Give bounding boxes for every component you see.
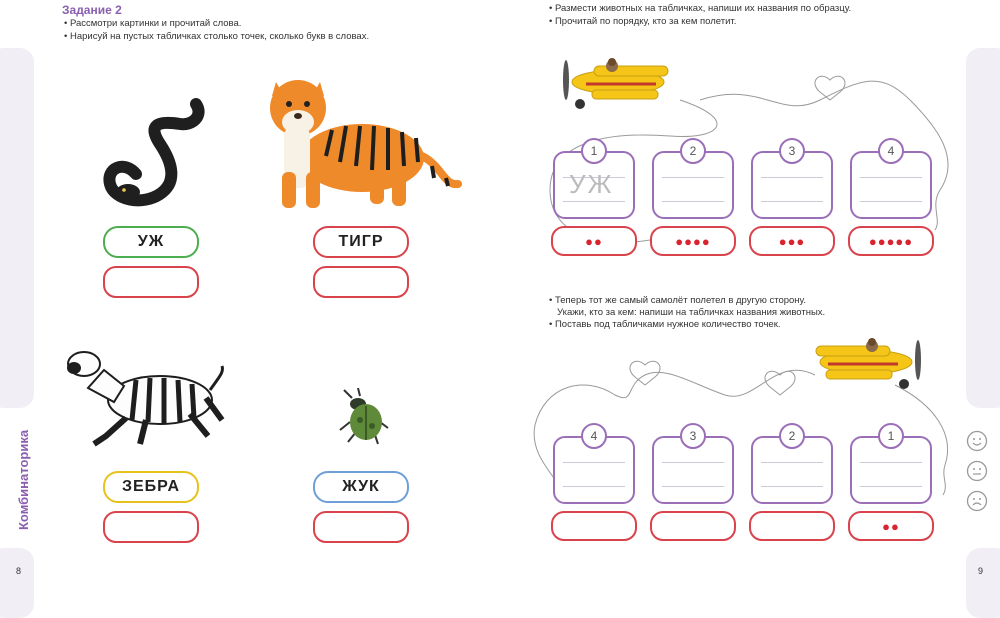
zebra-illustration [66, 340, 226, 450]
dots-pill-2[interactable] [650, 226, 736, 256]
dots-4: ●●●●● [868, 233, 914, 249]
airplane-top [556, 46, 676, 116]
dots-pill-b4[interactable] [551, 511, 637, 541]
seat-number-3: 3 [779, 138, 805, 164]
word-pill-zebra: ЗЕБРА [103, 471, 199, 503]
dots-pill-4[interactable] [848, 226, 934, 256]
task-title: Задание 2 [62, 3, 122, 17]
right-instruction-2: • Прочитай по порядку, кто за кем полетит. [549, 16, 737, 27]
tiger-illustration [262, 66, 462, 216]
answer-pill-tigr[interactable] [313, 266, 409, 298]
smiley-happy-icon[interactable] [966, 430, 988, 452]
answer-pill-zebra[interactable] [103, 511, 199, 543]
answer-pill-uzh[interactable] [103, 266, 199, 298]
dots-pill-3[interactable] [749, 226, 835, 256]
seat-number-4: 4 [878, 138, 904, 164]
right-instruction-4: Укажи, кто за кем: напиши на табличках названия животных. [557, 307, 826, 318]
word-pill-uzh: УЖ [103, 226, 199, 258]
dots-pill-b2[interactable] [749, 511, 835, 541]
seat-number-1: 1 [581, 138, 607, 164]
right-side-tab [966, 48, 1000, 408]
page-number-left: 8 [16, 566, 22, 576]
smiley-sad-icon[interactable] [966, 490, 988, 512]
sample-word: УЖ [569, 169, 614, 199]
left-side-tab-bottom [0, 548, 34, 618]
seat-number-b4: 4 [581, 423, 607, 449]
seat-number-b3: 3 [680, 423, 706, 449]
beetle-illustration [334, 388, 394, 448]
dots-pill-1[interactable] [551, 226, 637, 256]
right-instruction-3: • Теперь тот же самый самолёт полетел в другую сторону. [549, 295, 806, 306]
left-side-tab [0, 48, 34, 408]
word-pill-tigr: ТИГР [313, 226, 409, 258]
side-label: Комбинаторика [16, 429, 31, 530]
right-side-tab-bottom [966, 548, 1000, 618]
dots-1: ●● [585, 233, 603, 249]
answer-pill-zhuk[interactable] [313, 511, 409, 543]
seat-number-b2: 2 [779, 423, 805, 449]
seat-number-2: 2 [680, 138, 706, 164]
smiley-neutral-icon[interactable] [966, 460, 988, 482]
snake-illustration [96, 96, 216, 211]
dots-2: ●●●● [675, 233, 711, 249]
right-instruction-1: • Размести животных на табличках, напиши их названия по образцу. [549, 3, 852, 14]
right-instruction-5: • Поставь под табличками нужное количество точек. [549, 319, 781, 330]
dots-pill-b3[interactable] [650, 511, 736, 541]
dots-pill-b1[interactable] [848, 511, 934, 541]
dots-3: ●●● [778, 233, 806, 249]
instruction-1: • Рассмотри картинки и прочитай слова. [64, 18, 242, 29]
seat-number-b1: 1 [878, 423, 904, 449]
word-pill-zhuk: ЖУК [313, 471, 409, 503]
page-number-right: 9 [978, 566, 984, 576]
airplane-bottom [808, 326, 928, 396]
instruction-2: • Нарисуй на пустых табличках столько точек, сколько букв в словах. [64, 31, 370, 42]
dots-b1: ●● [882, 518, 900, 534]
